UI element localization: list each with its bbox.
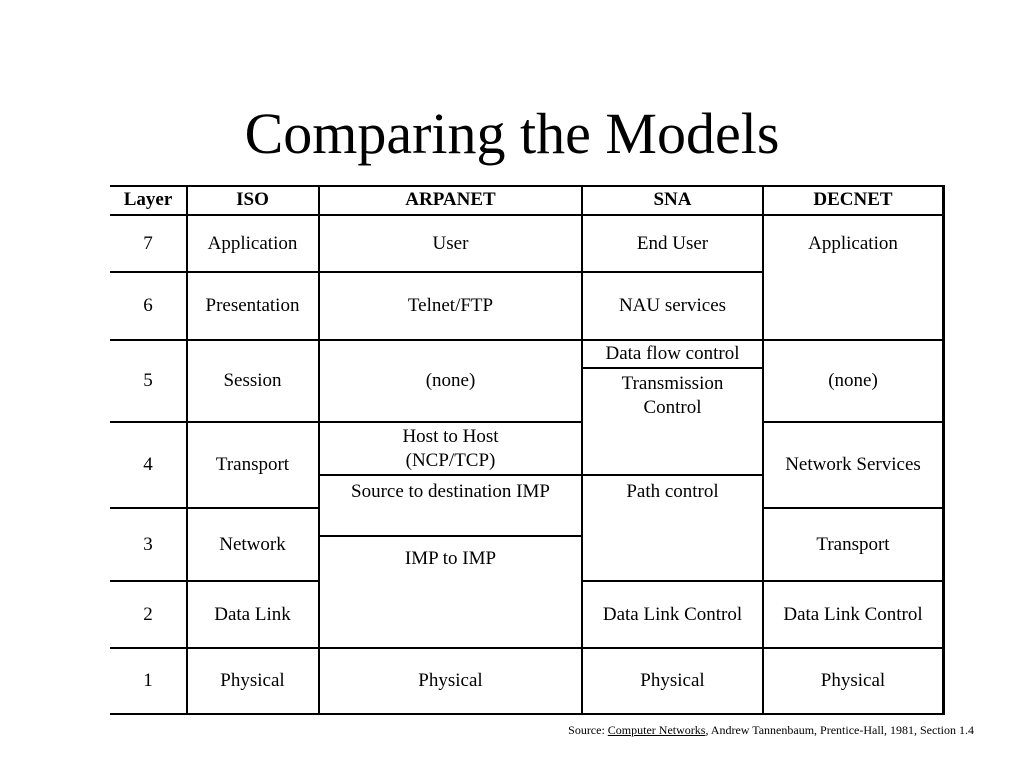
iso-physical: Physical [220, 670, 285, 691]
column-rule-layer-iso [186, 185, 188, 715]
header-layer: Layer [123, 189, 173, 210]
rule-4-3-left [110, 507, 319, 509]
column-rule-sna-decnet [762, 185, 764, 715]
decnet-data-link-control: Data Link Control [783, 603, 923, 625]
source-citation [568, 723, 974, 737]
decnet-application: Application [808, 232, 898, 254]
sna-physical: Physical [640, 670, 705, 691]
layer-number-3: 3 [143, 533, 153, 555]
table-border-top [110, 185, 945, 187]
sna-nau-services: NAU services [618, 295, 727, 316]
layer-number-1: 1 [143, 670, 153, 691]
layer-number-2: 2 [143, 603, 153, 625]
arpanet-imp-to-imp: IMP to IMP [404, 548, 497, 569]
arpanet-telnet-ftp: Telnet/FTP [407, 295, 494, 316]
sna-transmission-control: Transmission Control [621, 373, 724, 418]
rule-7-6 [110, 271, 763, 273]
iso-data-link: Data Link [214, 603, 291, 625]
table-border-bottom [110, 713, 945, 715]
arpanet-host-to-host: Host to Host (NCP/TCP) [402, 426, 499, 471]
header-decnet: DECNET [813, 189, 893, 210]
source-details: , Andrew Tannenbaum, Prentice-Hall, 1981, Section 1.4 [705, 723, 974, 737]
iso-application: Application [207, 232, 298, 254]
source-prefix: Source: [568, 723, 608, 737]
rule-5-4-decnet [763, 421, 945, 423]
arpanet-physical: Physical [418, 670, 483, 691]
sna-data-flow-control: Data flow control [605, 343, 740, 364]
arpanet-none: (none) [425, 370, 476, 391]
sna-end-user: End User [636, 232, 709, 254]
column-rule-iso-arpanet [318, 185, 320, 715]
rule-4-3-decnet [763, 507, 945, 509]
iso-presentation: Presentation [205, 295, 300, 316]
rule-sna-data-flow [582, 367, 763, 369]
decnet-network-services: Network Services [785, 454, 921, 475]
table-border-right [942, 185, 945, 715]
rule-6-5 [110, 339, 945, 341]
header-sna: SNA [653, 189, 692, 210]
arpanet-source-to-destination-imp: Source to destination IMP [351, 481, 550, 502]
source-book-title: Computer Networks [607, 723, 706, 737]
rule-5-4-left [110, 421, 582, 423]
rule-host-source [319, 474, 763, 476]
header-arpanet: ARPANET [405, 189, 496, 210]
decnet-physical: Physical [820, 670, 886, 691]
column-rule-arpanet-sna [581, 185, 583, 715]
layer-number-4: 4 [143, 454, 153, 475]
layer-number-7: 7 [143, 232, 153, 254]
decnet-none: (none) [828, 370, 878, 391]
rule-source-imp [319, 535, 582, 537]
iso-network: Network [219, 533, 286, 555]
iso-session: Session [223, 370, 282, 391]
layer-number-5: 5 [143, 370, 153, 391]
rule-3-2-left [110, 580, 319, 582]
page-title: Comparing the Models [244, 101, 780, 166]
header-rule [110, 214, 945, 216]
model-comparison-table [110, 185, 945, 716]
layer-number-6: 6 [143, 295, 153, 316]
sna-path-control: Path control [626, 481, 719, 502]
rule-2-1 [110, 647, 945, 649]
header-iso: ISO [236, 189, 269, 210]
decnet-transport: Transport [816, 533, 890, 555]
sna-data-link-control: Data Link Control [602, 603, 743, 625]
arpanet-user: User [432, 232, 469, 254]
iso-transport: Transport [215, 454, 290, 475]
